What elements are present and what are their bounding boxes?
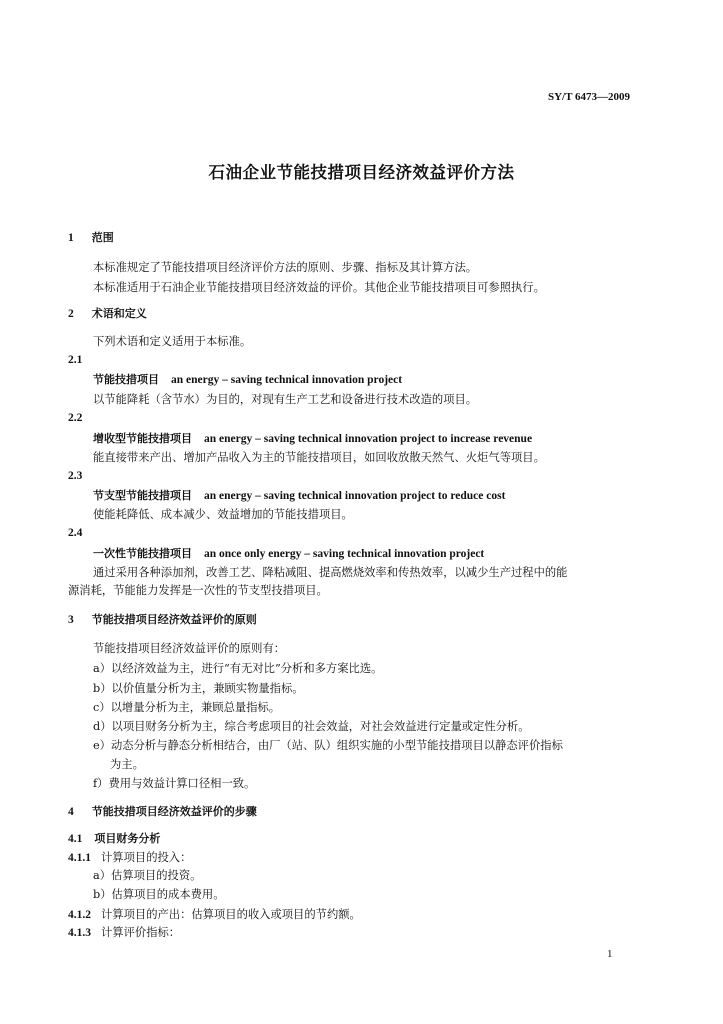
term-en: an once only energy – saving technical innovation project <box>204 548 485 560</box>
list-item: d）以项目财务分析为主，综合考虑项目的社会效益，对社会效益进行定量或定性分析。 <box>93 720 530 733</box>
section-2-heading <box>68 306 147 322</box>
section-4-heading <box>68 804 257 820</box>
list-item: e）动态分析与静态分析相结合，由厂（站、队）组织实施的小型节能技措项目以静态评价指标 <box>93 739 563 752</box>
term-entry <box>93 431 532 447</box>
clause <box>68 907 361 923</box>
section-number: 1 <box>68 232 74 244</box>
term-definition: 源消耗，节能能力发挥是一次性的节支型技措项目。 <box>68 584 328 597</box>
paragraph: 本标准规定了节能技措项目经济评价方法的原则、步骤、指标及其计算方法。 <box>93 261 478 274</box>
list-item-continuation: 为主。 <box>110 758 144 771</box>
clause-number: 4.1.1 <box>68 852 91 864</box>
section-number: 2 <box>68 308 74 320</box>
clause-number: 2.3 <box>68 470 83 482</box>
clause-number: 2.1 <box>68 354 83 366</box>
term-en: an energy – saving technical innovation project to reduce cost <box>204 490 506 502</box>
section-title: 术语和定义 <box>91 307 147 320</box>
section-title: 节能技措项目经济效益评价的步骤 <box>91 805 257 818</box>
section-number: 4.1 <box>68 833 83 845</box>
clause-text: 计算项目的投入： <box>101 851 192 864</box>
list-item: b）以价值量分析为主，兼顾实物量指标。 <box>93 682 304 695</box>
section-3-heading <box>68 612 257 628</box>
term-cn: 节能技措项目 <box>93 373 159 386</box>
section-number: 3 <box>68 614 74 626</box>
clause-text: 计算评价指标： <box>101 926 181 939</box>
clause <box>68 850 191 866</box>
term-en: an energy – saving technical innovation project <box>171 374 403 386</box>
page-number: 1 <box>607 948 613 960</box>
subsection-4-1-heading <box>68 831 160 847</box>
clause-number: 4.1.3 <box>68 927 91 939</box>
paragraph: 本标准适用于石油企业节能技措项目经济效益的评价。其他企业节能技措项目可参照执行。 <box>93 281 545 294</box>
section-number: 4 <box>68 806 74 818</box>
term-entry <box>93 372 402 388</box>
list-item: a）以经济效益为主，进行“有无对比”分析和多方案比选。 <box>93 662 383 675</box>
standard-code: SY/T 6473—2009 <box>547 91 630 103</box>
list-item: f）费用与效益计算口径相一致。 <box>93 777 256 790</box>
page-title: 石油企业节能技措项目经济效益评价方法 <box>208 163 515 182</box>
term-cn: 一次性节能技措项目 <box>93 547 192 560</box>
clause-number: 2.2 <box>68 412 83 424</box>
clause-number: 2.4 <box>68 527 83 539</box>
list-item: c）以增量分析为主，兼顾总量指标。 <box>93 701 281 714</box>
term-cn: 增收型节能技措项目 <box>93 432 192 445</box>
clause-text: 计算项目的产出：估算项目的收入或项目的节约额。 <box>101 908 361 921</box>
term-entry <box>93 546 484 562</box>
section-title: 范围 <box>91 231 114 244</box>
term-definition: 通过采用各种添加剂，改善工艺、降粘减阻、提高燃烧效率和传热效率，以减少生产过程中的能 <box>93 566 568 579</box>
clause-number: 4.1.2 <box>68 909 91 921</box>
list-item: b）估算项目的成本费用。 <box>93 888 225 901</box>
term-en: an energy – saving technical innovation project to increase revenue <box>204 433 533 445</box>
term-cn: 节支型节能技措项目 <box>93 489 192 502</box>
list-item: a）估算项目的投资。 <box>93 869 202 882</box>
clause <box>68 925 180 941</box>
paragraph: 节能技措项目经济效益评价的原则有： <box>93 642 286 655</box>
section-1-heading <box>68 230 114 246</box>
paragraph: 下列术语和定义适用于本标准。 <box>93 335 252 348</box>
term-definition: 使能耗降低、成本减少、效益增加的节能技措项目。 <box>93 508 353 521</box>
section-title: 节能技措项目经济效益评价的原则 <box>91 613 257 626</box>
term-definition: 能直接带来产出、增加产品收入为主的节能技措项目，如回收放散天然气、火炬气等项目。 <box>93 451 545 464</box>
term-entry <box>93 488 505 504</box>
section-title: 项目财务分析 <box>94 832 161 845</box>
term-definition: 以节能降耗（含节水）为目的，对现有生产工艺和设备进行技术改造的项目。 <box>93 393 478 406</box>
